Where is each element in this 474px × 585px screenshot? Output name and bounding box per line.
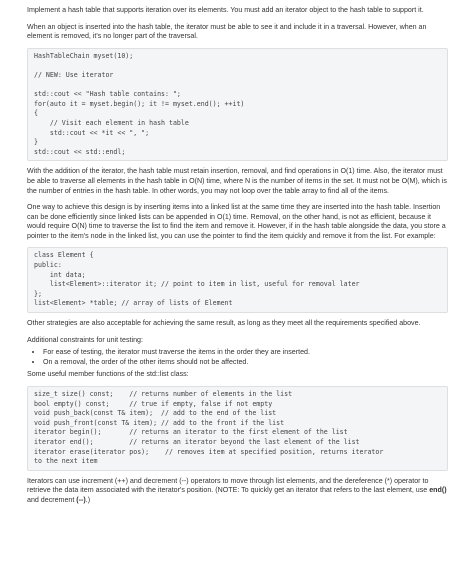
code-line: bool empty() const; // true if empty, false if not empty [34,399,273,408]
code-line: class Element { [34,251,94,260]
complexity-paragraph: With the addition of the iterator, the hash table must retain insertion, removal, and find operations in O(1) time. Also, the iterator must be able to traverse all elements in the hash table in O(N) time, where N is the number of items in the set. It must not be O(M), which is the number of entries in the hash table. In other words, you may not loop over the table array to find all of the items. [27,167,447,195]
code-line: // NEW: Use iterator [34,70,114,79]
end-call-text: end() [429,486,447,495]
code-line: // Visit each element in hash table [34,118,189,127]
insertion-paragraph: When an object is inserted into the hash table, the iterator must be able to see it and include it in a traversal. However, when an element is removed, it's no longer part of the traversal. [27,22,427,41]
code-line [34,61,441,71]
code-line: list<Element>::iterator it; // point to item in list, useful for removal later [34,280,360,289]
element-class-code-block [27,247,448,313]
code-line: HashTableChain myset(10); [34,51,134,60]
code-line: iterator erase(iterator pos); // removes item at specified position, returns iterator [34,447,384,456]
code-line: void push_back(const T& item); // add to the end of the list [34,409,277,418]
code-line: list<Element> *table; // array of lists of Element [34,299,233,308]
decrement-operator-text: (--) [76,495,86,504]
code-line: iterator begin(); // returns an iterator to the first element of the list [34,428,348,437]
strategies-paragraph: Other strategies are also acceptable for achieving the same result, as long as they meet all the requirements specified above. [27,319,421,328]
code-line: }; [34,289,42,298]
iterator-usage-code-block [27,48,448,162]
code-line: iterator end(); // returns an iterator beyond the last element of the list [34,437,360,446]
iterator-text: Iterators can use increment (++) and decrement (--) operators to move through list elements, and the dereference (*) operator to retrieve the data item associated with the iterator's position. (NOTE: To quickly get an iterator that refers to the last element, use [27,476,430,495]
code-line: public: [34,261,62,270]
code-line: std::cout << *it << ", "; [34,128,150,137]
decrement-text: and decrement [27,495,77,504]
constraint-item: • For ease of testing, the iterator must traverse the items in the order they are inserted. [43,348,448,358]
code-line: void push_front(const T& item); // add to the front if the list [34,418,285,427]
design-paragraph: One way to achieve this design is by inserting items into a linked list at the same time they are inserted into the hash table. Insertion can be done efficiently since linked lists can be appended in O(1) time. Removal, on the other hand, is not as efficient, because it would require O(N) time to traverse the list to find the item and remove it. However, if in the hash table alongside the data, you store a pointer to the item's node in the linked list, you can use the pointer to find the item quickly and remove it from the list. For example: [27,203,446,240]
intro-paragraph: Implement a hash table that supports iteration over its elements. You must add an iterator object to the hash table to support it. [27,6,424,14]
code-line: for(auto it = myset.begin(); it != myset.end(); ++it) [34,99,245,108]
code-line: } [34,138,38,147]
code-line [34,81,441,91]
code-line: { [34,109,38,118]
constraints-list [27,348,448,367]
list-functions-code-block [27,386,448,471]
code-line: std::cout << "Hash table contains: "; [34,90,181,99]
code-line: std::cout << std::endl; [34,147,126,156]
constraints-heading: Additional constraints for unit testing: [27,335,143,344]
constraint-item: • On a removal, the order of the other items should not be affected. [43,358,448,368]
closing-text: .) [85,495,91,504]
code-line: int data; [34,270,86,279]
code-line: size_t size() const; // returns number of elements in the list [34,390,293,398]
iterator-operators-paragraph [27,477,448,506]
code-line: to the next item [34,457,98,466]
list-functions-heading: Some useful member functions of the std::list class: [27,370,189,379]
